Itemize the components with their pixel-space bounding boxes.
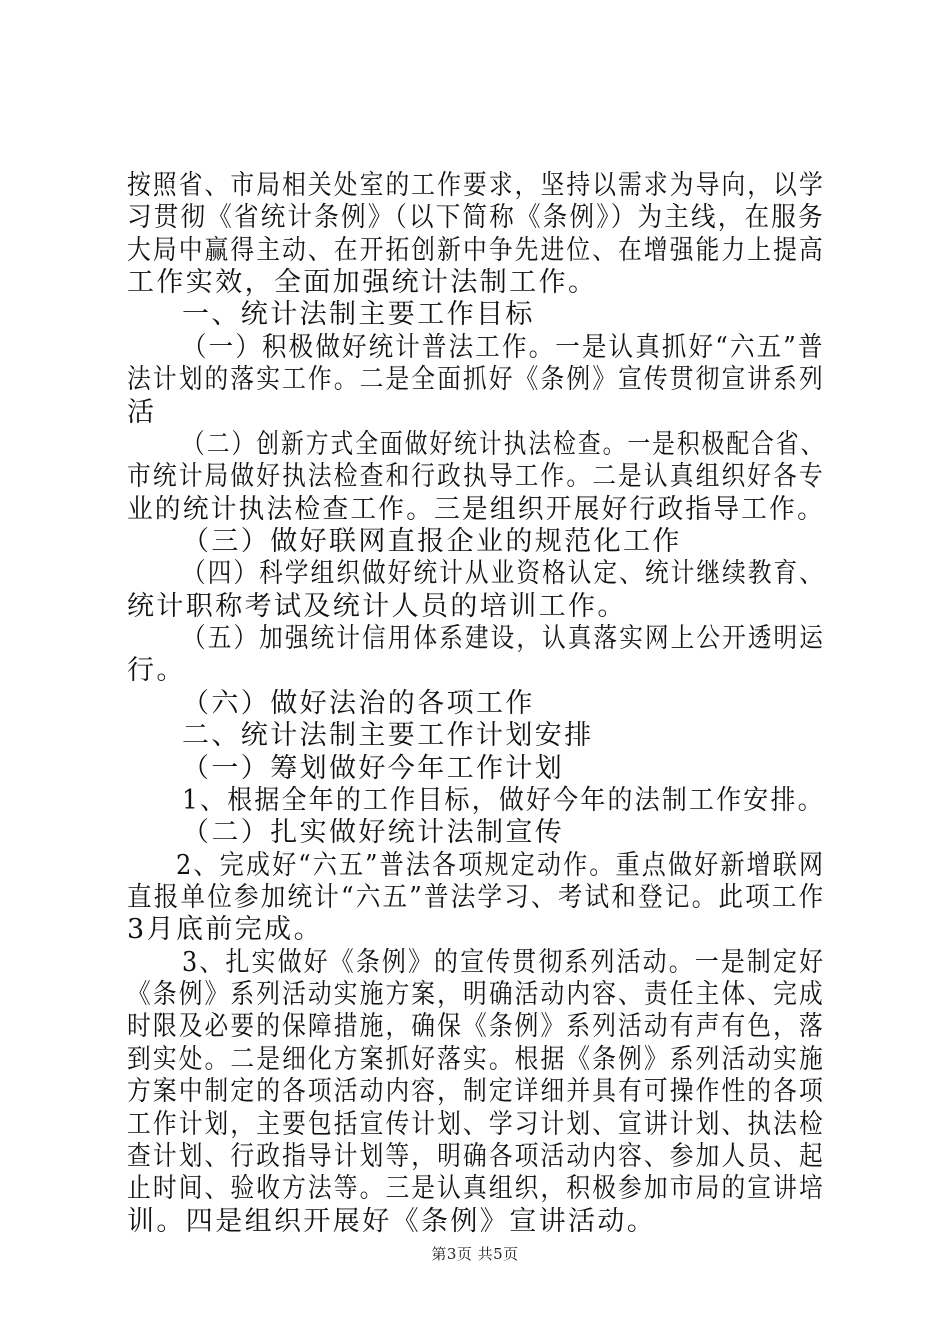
body-line-1: 按照省、市局相关处室的工作要求，坚持以需求为导向，以学 xyxy=(127,170,825,201)
body-line-25: 3、扎实做好《条例》的宣传贯彻系列活动。一是制定好 xyxy=(182,946,826,978)
body-line-22: 2、完成好“六五”普法各项规定动作。重点做好新增联网 xyxy=(176,849,826,881)
body-line-19: （一）筹划做好今年工作计划 xyxy=(182,752,565,784)
body-line-15: （五）加强统计信用体系建设，认真落实网上公开透明运 xyxy=(182,623,825,655)
body-line-12: （三）做好联网直报企业的规范化工作 xyxy=(182,526,682,557)
body-line-2: 习贯彻《省统计条例》（以下简称《条例》）为主线，在服务 xyxy=(127,202,825,234)
body-line-4: 工作实效，全面加强统计法制工作。 xyxy=(127,267,598,299)
body-line-23: 直报单位参加统计“六五”普法学习、考试和登记。此项工作 xyxy=(127,882,826,913)
body-line-9: （二）创新方式全面做好统计执法检查。一是积极配合省、 xyxy=(182,428,826,460)
body-line-21: （二）扎实做好统计法制宣传 xyxy=(182,817,565,849)
section-heading-2: 二、统计法制主要工作计划安排 xyxy=(182,720,594,752)
body-line-32: 止时间、验收方法等。三是认真组织，积极参加市局的宣讲培 xyxy=(127,1173,825,1205)
body-line-17: （六）做好法治的各项工作 xyxy=(182,687,535,719)
body-line-10: 市统计局做好执法检查和行政执导工作。二是认真组织好各专 xyxy=(127,461,825,493)
body-line-3: 大局中赢得主动、在开拓创新中争先进位、在增强能力上提高 xyxy=(127,234,825,266)
body-line-11: 业的统计执法检查工作。三是组织开展好行政指导工作。 xyxy=(127,493,825,525)
body-line-6: （一）积极做好统计普法工作。一是认真抓好“六五”普 xyxy=(182,331,825,363)
body-line-20: 1、根据全年的工作目标，做好今年的法制工作安排。 xyxy=(182,784,825,816)
body-line-14: 统计职称考试及统计人员的培训工作。 xyxy=(127,590,627,622)
body-line-28: 到实处。二是细化方案抓好落实。根据《条例》系列活动实施 xyxy=(127,1043,825,1075)
body-line-30: 工作计划，主要包括宣传计划、学习计划、宣讲计划、执法检 xyxy=(127,1108,825,1140)
body-line-7: 法计划的落实工作。二是全面抓好《条例》宣传贯彻宣讲系列 xyxy=(127,364,825,396)
body-line-26: 《条例》系列活动实施方案，明确活动内容、责任主体、完成 xyxy=(127,979,825,1011)
body-line-13: （四）科学组织做好统计从业资格认定、统计继续教育、 xyxy=(182,558,825,590)
body-line-31: 查计划、行政指导计划等，明确各项活动内容、参加人员、起 xyxy=(127,1140,825,1172)
body-line-29: 方案中制定的各项活动内容，制定详细并具有可操作性的各项 xyxy=(127,1076,825,1108)
section-heading-1: 一、统计法制主要工作目标 xyxy=(182,299,535,331)
body-line-8: 活 xyxy=(127,396,157,428)
page-number-footer: 第3页 共5页 xyxy=(431,1245,519,1263)
body-line-24: 3月底前完成。 xyxy=(127,914,323,946)
body-line-27: 时限及必要的保障措施，确保《条例》系列活动有声有色，落 xyxy=(127,1011,825,1043)
body-line-33: 训。四是组织开展好《条例》宣讲活动。 xyxy=(127,1205,657,1237)
body-line-16: 行。 xyxy=(127,655,186,687)
